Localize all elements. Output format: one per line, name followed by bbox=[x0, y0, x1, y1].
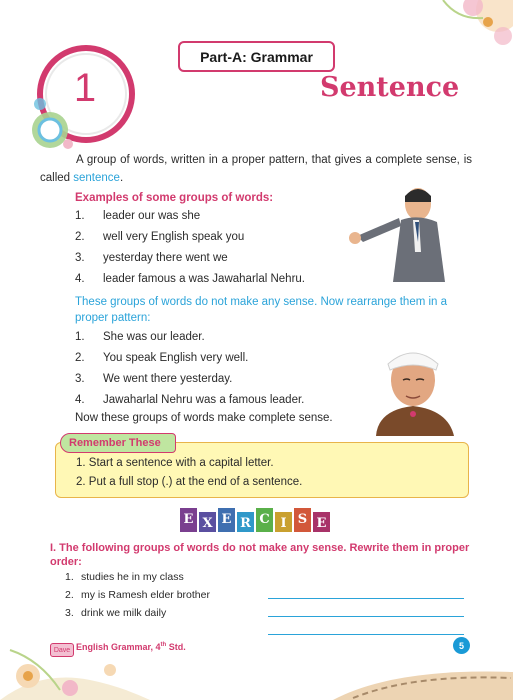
remember-list bbox=[76, 457, 302, 495]
list-item bbox=[75, 373, 304, 394]
scroll-decoration-bottom-right bbox=[333, 660, 513, 700]
item-text: She was our leader. bbox=[103, 331, 205, 343]
item-number: 2. bbox=[65, 589, 74, 601]
part-label: Part-A: Grammar bbox=[178, 41, 335, 72]
publisher-logo: Dave bbox=[50, 643, 74, 657]
item-number: 2. bbox=[75, 352, 85, 364]
page-title: Sentence bbox=[320, 72, 460, 103]
answer-line[interactable] bbox=[268, 581, 464, 599]
exercise-question: I. The following groups of words do not make any sense. Rewrite them in proper order: bbox=[50, 542, 470, 568]
item-number: 1. bbox=[75, 331, 85, 343]
footer-title-text: English Grammar, 4 bbox=[76, 642, 161, 652]
answer-line[interactable] bbox=[268, 599, 464, 617]
rearranged-list bbox=[75, 331, 304, 415]
footer-superscript: th bbox=[160, 642, 167, 648]
item-number: 3. bbox=[75, 252, 85, 264]
examples-heading: Examples of some groups of words: bbox=[75, 192, 274, 204]
list-item bbox=[75, 252, 305, 273]
remember-item: 1. Start a sentence with a capital letter. bbox=[76, 457, 274, 469]
page-number: 5 bbox=[453, 637, 470, 654]
item-number: 4. bbox=[75, 394, 85, 406]
man-illustration bbox=[333, 182, 463, 282]
exercise-letter-block: R bbox=[237, 512, 254, 532]
item-text: my is Ramesh elder brother bbox=[81, 589, 210, 601]
exercise-letter-block: C bbox=[256, 508, 273, 532]
item-text: drink we milk daily bbox=[81, 607, 167, 619]
item-number: 1. bbox=[65, 571, 74, 583]
answer-lines bbox=[268, 581, 464, 635]
intro-keyword: sentence bbox=[73, 172, 120, 184]
item-text: studies he in my class bbox=[81, 571, 184, 583]
exercise-banner bbox=[180, 508, 332, 532]
remember-tag: Remember These bbox=[60, 433, 176, 453]
answer-line[interactable] bbox=[268, 617, 464, 635]
rearrange-note: These groups of words do not make any sense. Now rearrange them in a proper pattern: bbox=[75, 296, 448, 324]
list-item bbox=[75, 210, 305, 231]
item-text: well very English speak you bbox=[103, 231, 245, 243]
exercise-letter-block: I bbox=[275, 512, 292, 532]
list-item bbox=[75, 352, 304, 373]
footer-suffix: Std. bbox=[166, 642, 186, 652]
nehru-portrait bbox=[358, 340, 468, 436]
intro-text-before: A group of words, written in a proper pattern, that gives a complete sense, is called bbox=[40, 154, 472, 184]
item-text: You speak English very well. bbox=[103, 352, 249, 364]
examples-list bbox=[75, 210, 305, 294]
item-text: yesterday there went we bbox=[103, 252, 228, 264]
list-item bbox=[75, 231, 305, 252]
item-number: 3. bbox=[65, 607, 74, 619]
item-text: We went there yesterday. bbox=[103, 373, 233, 385]
exercise-letter-block: S bbox=[294, 508, 311, 532]
closing-sentence: Now these groups of words make complete sense. bbox=[75, 412, 333, 424]
item-number: 4. bbox=[75, 273, 85, 285]
item-number: 3. bbox=[75, 373, 85, 385]
flower-decoration-top-right bbox=[403, 0, 513, 60]
list-item bbox=[65, 571, 210, 589]
item-number: 1. bbox=[75, 210, 85, 222]
exercise-letter-block: E bbox=[313, 512, 330, 532]
list-item bbox=[75, 273, 305, 294]
flower-decoration-bottom-left bbox=[0, 610, 150, 700]
item-text: leader famous a was Jawaharlal Nehru. bbox=[103, 273, 305, 285]
exercise-letter-block: E bbox=[218, 508, 235, 532]
item-text: leader our was she bbox=[103, 210, 201, 222]
item-number: 2. bbox=[75, 231, 85, 243]
exercise-letter-block: E bbox=[180, 508, 197, 532]
item-text: Jawaharlal Nehru was a famous leader. bbox=[103, 394, 305, 406]
intro-text-after: . bbox=[119, 172, 124, 184]
list-item bbox=[75, 331, 304, 352]
remember-item: 2. Put a full stop (.) at the end of a sentence. bbox=[76, 476, 303, 488]
list-item bbox=[65, 589, 210, 607]
exercise-letter-block: X bbox=[199, 512, 216, 532]
chapter-number: 1 bbox=[73, 66, 97, 110]
